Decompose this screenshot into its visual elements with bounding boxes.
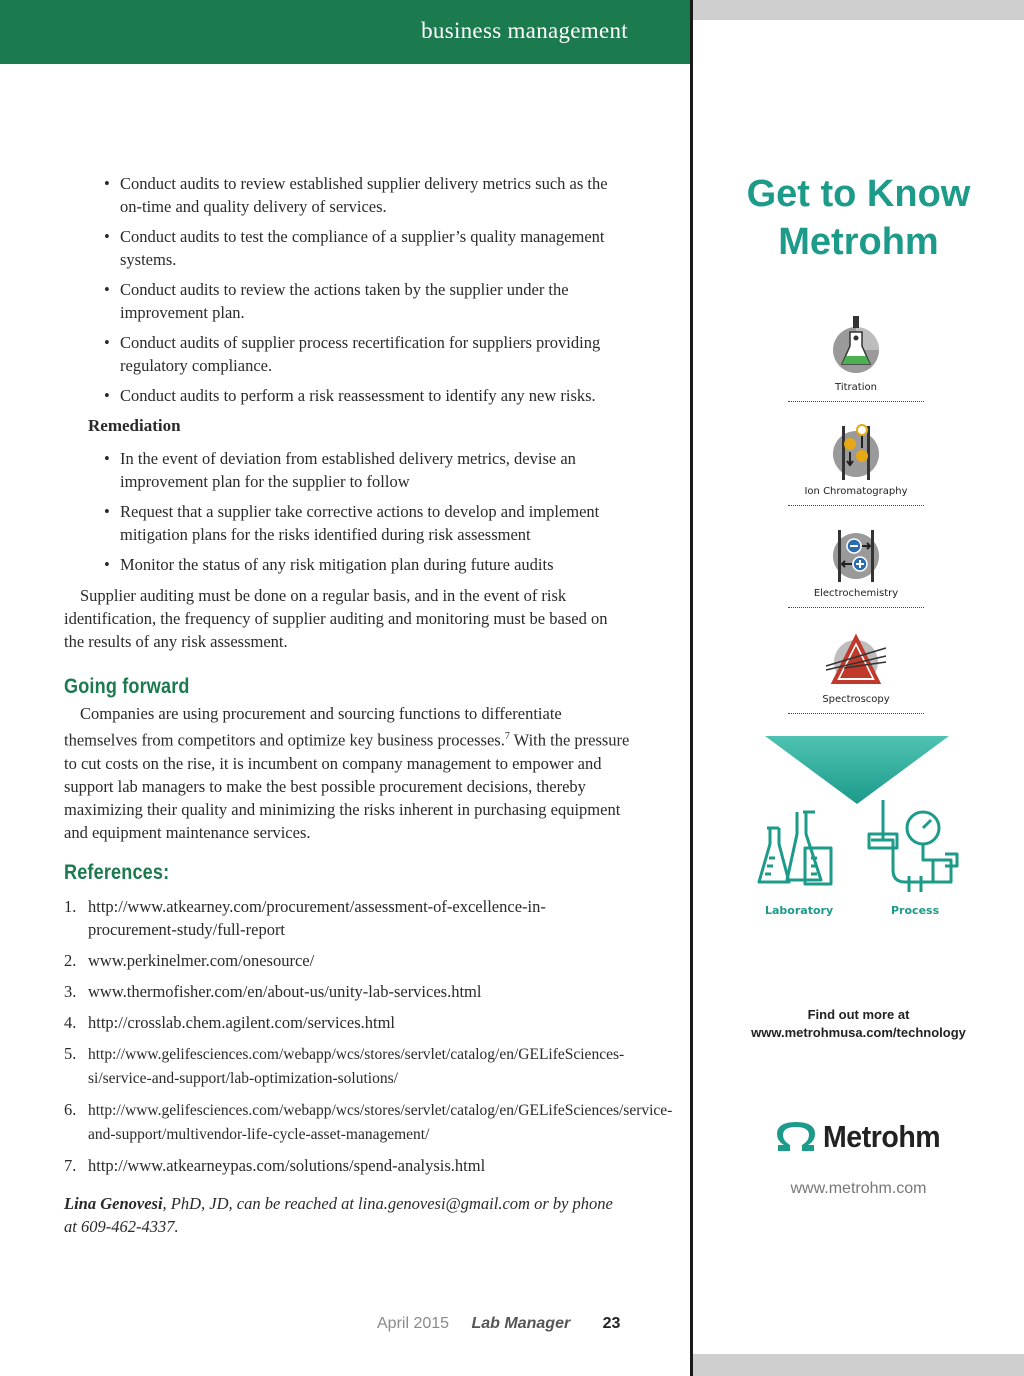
technique-label: Ion Chromatography [804,486,908,497]
reference-number: 6. [64,1100,77,1119]
list-item: • Conduct audits to test the compliance of a supplier’s quality management systems. [104,225,629,271]
dotted-separator [788,505,924,506]
list-item: • Request that a supplier take corrective actions to develop and implement mitigation plans for the risks identified during risk assessment [104,500,629,546]
laboratory-glassware-icon [753,808,843,890]
going-forward-text-a: Companies are using procurement and sourcing functions to differentiate themselves from competitors and optimize key business processes. [64,704,562,750]
reference-link[interactable]: http://www.gelifesciences.com/webapp/wcs/stores/servlet/catalog/en/GELifeSciences-si/service-and-support/lab-optimization-solutions/ [88,1046,625,1087]
electrochemistry-icon [830,526,882,586]
page-footer [377,1315,620,1333]
list-item: • Monitor the status of any risk mitigation plan during future audits [104,553,629,576]
going-forward-heading: Going forward [64,675,190,698]
metrohm-logo[interactable] [775,1118,950,1156]
reference-item [64,1154,624,1177]
list-item: • Conduct audits to review the actions taken by the supplier under the improvement plan. [104,278,629,324]
footnote-ref: 7 [504,731,510,742]
author-name: Lina Genovesi [64,1194,163,1213]
dotted-separator [788,713,924,714]
auditing-paragraph: Supplier auditing must be done on a regular basis, and in the event of risk identification, the frequency of supplier auditing and monitoring must be based on the results of any risk assessment. [64,586,608,651]
section-title: business management [421,18,628,43]
technology-url[interactable]: www.metrohmusa.com/technology [751,1025,966,1040]
going-forward-paragraph [64,702,630,844]
going-forward-text-b: With the pressure to cut costs on the rise, it is incumbent on company management to empower and support lab managers to make the best possible procurement decisions, thereby maximizing their quality and minimizing the risks inherent in purchasing equipment and equipment maintenance services. [64,730,630,842]
references-heading: References: [64,861,170,884]
ad-bottom-stripe [693,1354,1024,1376]
reference-number: 5. [64,1044,77,1063]
issue-date: April 2015 [377,1315,450,1332]
metrohm-advertisement[interactable] [693,0,1024,1376]
ad-top-stripe [693,0,1024,20]
titration-icon [830,316,882,380]
process-label: Process [891,904,940,917]
ad-headline [693,170,1024,266]
reference-number: 3. [64,982,77,1001]
list-item: • Conduct audits of supplier process recertification for suppliers providing regulatory compliance. [104,331,629,377]
find-out-more-line: Find out more at [807,1007,910,1022]
reference-item [64,1098,673,1146]
ad-headline-line1: Get to Know [746,173,971,215]
reference-number: 2. [64,951,77,970]
reference-number: 1. [64,897,77,916]
metrohm-omega-icon [775,1121,817,1153]
author-note [64,1192,624,1238]
reference-item [64,895,624,941]
author-contact: , PhD, JD, can be reached at lina.genovesi@gmail.com or by phone at 609-462-4337. [64,1194,613,1236]
list-item: • Conduct audits to review established supplier delivery metrics such as the on-time and quality delivery of services. [104,172,629,218]
references-list [64,895,673,1185]
page-number: 23 [602,1315,621,1332]
remediation-heading: Remediation [88,416,181,435]
technique-label: Titration [835,382,877,393]
reference-item [64,949,624,972]
dotted-separator [788,401,924,402]
list-item: • Conduct audits to perform a risk reassessment to identify any new risks. [104,384,629,407]
ion-chromatography-icon [830,420,882,484]
section-header-bar [0,0,690,64]
reference-link[interactable]: www.thermofisher.com/en/about-us/unity-lab-services.html [88,982,482,1001]
reference-link[interactable]: http://www.atkearneypas.com/solutions/spend-analysis.html [88,1156,486,1175]
ad-headline-line2: Metrohm [778,221,939,263]
technique-spectroscopy [788,632,924,714]
technique-label: Spectroscopy [822,694,890,705]
process-pipes-icon [863,800,963,900]
logo-text: Metrohm [823,1119,941,1154]
reference-link[interactable]: http://crosslab.chem.agilent.com/services.html [88,1013,396,1032]
magazine-name: Lab Manager [471,1315,571,1332]
reference-number: 4. [64,1013,77,1032]
spectroscopy-icon [824,632,888,692]
list-item: • In the event of deviation from established delivery metrics, devise an improvement plan for the supplier to follow [104,447,629,493]
technique-ion-chromatography [788,420,924,506]
reference-link[interactable]: www.perkinelmer.com/onesource/ [88,951,315,970]
audit-bullet-list [104,172,629,414]
remediation-bullet-list [104,447,629,583]
find-out-more [693,1006,1024,1042]
laboratory-label: Laboratory [765,904,834,917]
technique-electrochemistry [788,526,924,608]
down-arrow-icon [765,736,949,806]
reference-link[interactable]: http://www.atkearney.com/procurement/assessment-of-excellence-in-procurement-study/full-report [88,897,546,939]
reference-number: 7. [64,1156,77,1175]
reference-link[interactable]: http://www.gelifesciences.com/webapp/wcs/stores/servlet/catalog/en/GELifeSciences/service-and-support/multivendor-life-cycle-asset-management/ [88,1102,673,1143]
metrohm-website[interactable]: www.metrohm.com [790,1180,927,1197]
reference-item [64,1011,624,1034]
dotted-separator [788,607,924,608]
reference-item [64,1042,624,1090]
technique-label: Electrochemistry [813,588,899,599]
reference-item [64,980,624,1003]
technique-titration [788,316,924,402]
